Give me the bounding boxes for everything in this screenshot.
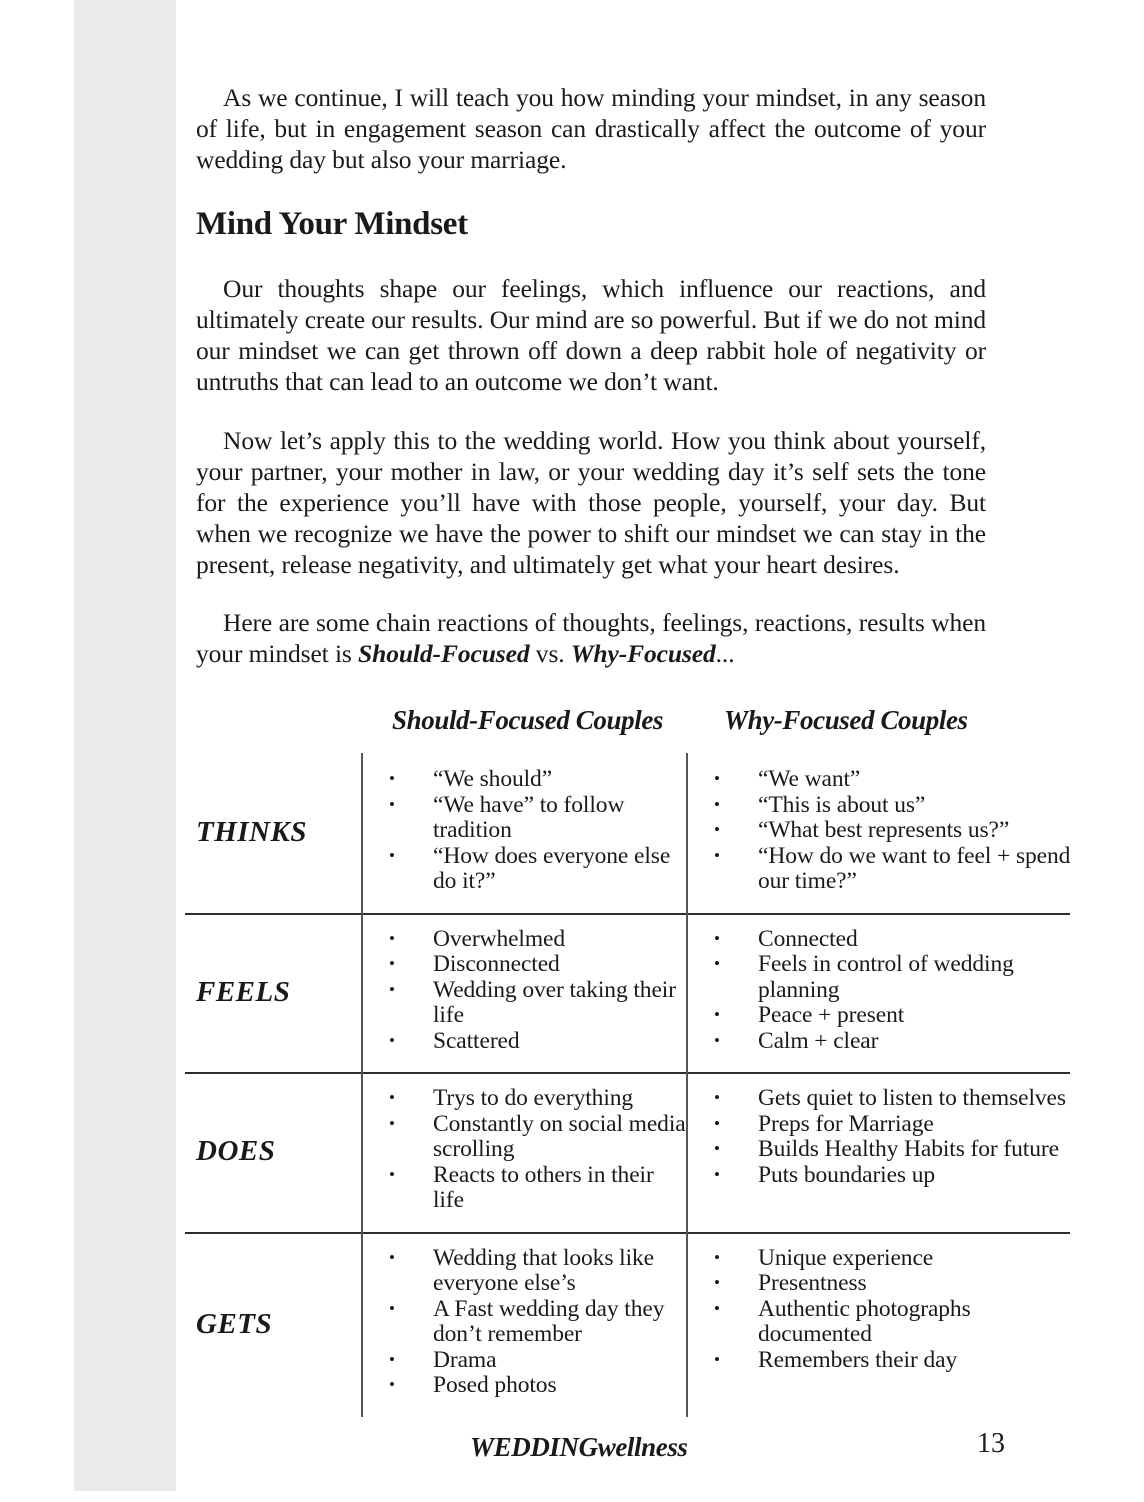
cell-gets-why-focused — [686, 1232, 1074, 1417]
paragraph-chain-reactions — [196, 607, 986, 669]
table-row — [196, 913, 1096, 1073]
cell-thinks-should-focused — [361, 753, 686, 913]
page-title: Mind Your Mindset — [196, 206, 468, 242]
emphasis-why-focused: Why-Focused — [570, 639, 716, 668]
row-label-does: DOES — [196, 1135, 276, 1168]
emphasis-should-focused: Should-Focused — [358, 639, 530, 668]
list-item: • Unique experience — [714, 1246, 1074, 1272]
list-item: • Drama — [389, 1348, 686, 1374]
list-item: • Disconnected — [389, 952, 686, 978]
bullet-list — [363, 1246, 686, 1399]
list-item: • Posed photos — [389, 1373, 686, 1399]
list-item: • Overwhelmed — [389, 927, 686, 953]
bullet-list — [688, 1086, 1074, 1188]
list-item: • Wedding that looks like everyone else’s — [389, 1246, 686, 1297]
page-gutter-strip — [74, 0, 176, 1491]
row-label-gets: GETS — [196, 1307, 273, 1340]
bullet-list — [363, 927, 686, 1055]
footer-brand: WEDDINGwellness — [470, 1432, 688, 1462]
list-item: • Wedding over taking their life — [389, 978, 686, 1029]
list-item: • “This is about us” — [714, 793, 1074, 819]
chain-middle-text: vs. — [529, 639, 571, 668]
table-row — [196, 753, 1096, 913]
cell-feels-should-focused — [361, 913, 686, 1073]
cell-does-why-focused — [686, 1072, 1074, 1232]
list-item: • Preps for Marriage — [714, 1112, 1074, 1138]
row-label-feels: FEELS — [196, 975, 291, 1008]
list-item: • Scattered — [389, 1029, 686, 1055]
list-item: • Calm + clear — [714, 1029, 1074, 1055]
list-item: • Remembers their day — [714, 1348, 1074, 1374]
intro-paragraph: As we continue, I will teach you how minding your mindset, in any season of life, but in engagement season can drastically affect the outcome of your wedding day but also your marriage. — [196, 83, 986, 174]
list-item: • Puts boundaries up — [714, 1163, 1074, 1189]
bullet-list — [363, 1086, 686, 1214]
paragraph-thoughts-shape: Our thoughts shape our feelings, which influence our reactions, and ultimately create our results. Our mind are so powerful. But if we do not mind our mindset we can get thrown off down a deep rabbit hole of negativity or untruths that can lead to an outcome we don’t want. — [196, 274, 986, 396]
bullet-list — [688, 1246, 1074, 1374]
list-item: • Gets quiet to listen to themselves — [714, 1086, 1074, 1112]
cell-thinks-why-focused — [686, 753, 1074, 913]
page-number: 13 — [977, 1428, 1005, 1459]
chain-lead-text: Here are some chain reactions of thoughts, feelings, reactions, results when your mindset is — [196, 608, 986, 668]
list-item: • “What best represents us?” — [714, 818, 1074, 844]
list-item: • “How do we want to feel + spend our time?” — [714, 844, 1074, 895]
table-column-headers — [196, 705, 1096, 753]
list-item: • A Fast wedding day they don’t remember — [389, 1297, 686, 1348]
list-item: • Authentic photographs documented — [714, 1297, 1074, 1348]
list-item: • Presentness — [714, 1271, 1074, 1297]
table-row — [196, 1232, 1096, 1417]
list-item: • Builds Healthy Habits for future — [714, 1137, 1074, 1163]
list-item: • Trys to do everything — [389, 1086, 686, 1112]
list-item: • Connected — [714, 927, 1074, 953]
list-item: • “We want” — [714, 767, 1074, 793]
column-header-why-focused: Why-Focused Couples — [724, 705, 968, 735]
cell-feels-why-focused — [686, 913, 1074, 1073]
list-item: • Feels in control of wedding planning — [714, 952, 1074, 1003]
list-item: • Reacts to others in their life — [389, 1163, 686, 1214]
mindset-comparison-table — [196, 705, 1096, 1417]
list-item: • “We should” — [389, 767, 686, 793]
cell-does-should-focused — [361, 1072, 686, 1232]
table-row — [196, 1072, 1096, 1232]
list-item: • “We have” to follow tradition — [389, 793, 686, 844]
column-header-should-focused: Should-Focused Couples — [392, 705, 664, 735]
list-item: • “How does everyone else do it?” — [389, 844, 686, 895]
bullet-list — [688, 927, 1074, 1055]
list-item: • Constantly on social media scrolling — [389, 1112, 686, 1163]
bullet-list — [688, 767, 1074, 895]
chain-tail-text: ... — [715, 639, 735, 668]
list-item: • Peace + present — [714, 1003, 1074, 1029]
bullet-list — [363, 767, 686, 895]
paragraph-wedding-world: Now let’s apply this to the wedding world. How you think about yourself, your partner, your mother in law, or your wedding day it’s self sets the tone for the experience you’ll have with those people, yourself, your day. But when we recognize we have the power to shift our mindset we can stay in the present, release negativity, and ultimately get what your heart desires. — [196, 426, 986, 579]
cell-gets-should-focused — [361, 1232, 686, 1417]
row-label-thinks: THINKS — [196, 816, 307, 849]
